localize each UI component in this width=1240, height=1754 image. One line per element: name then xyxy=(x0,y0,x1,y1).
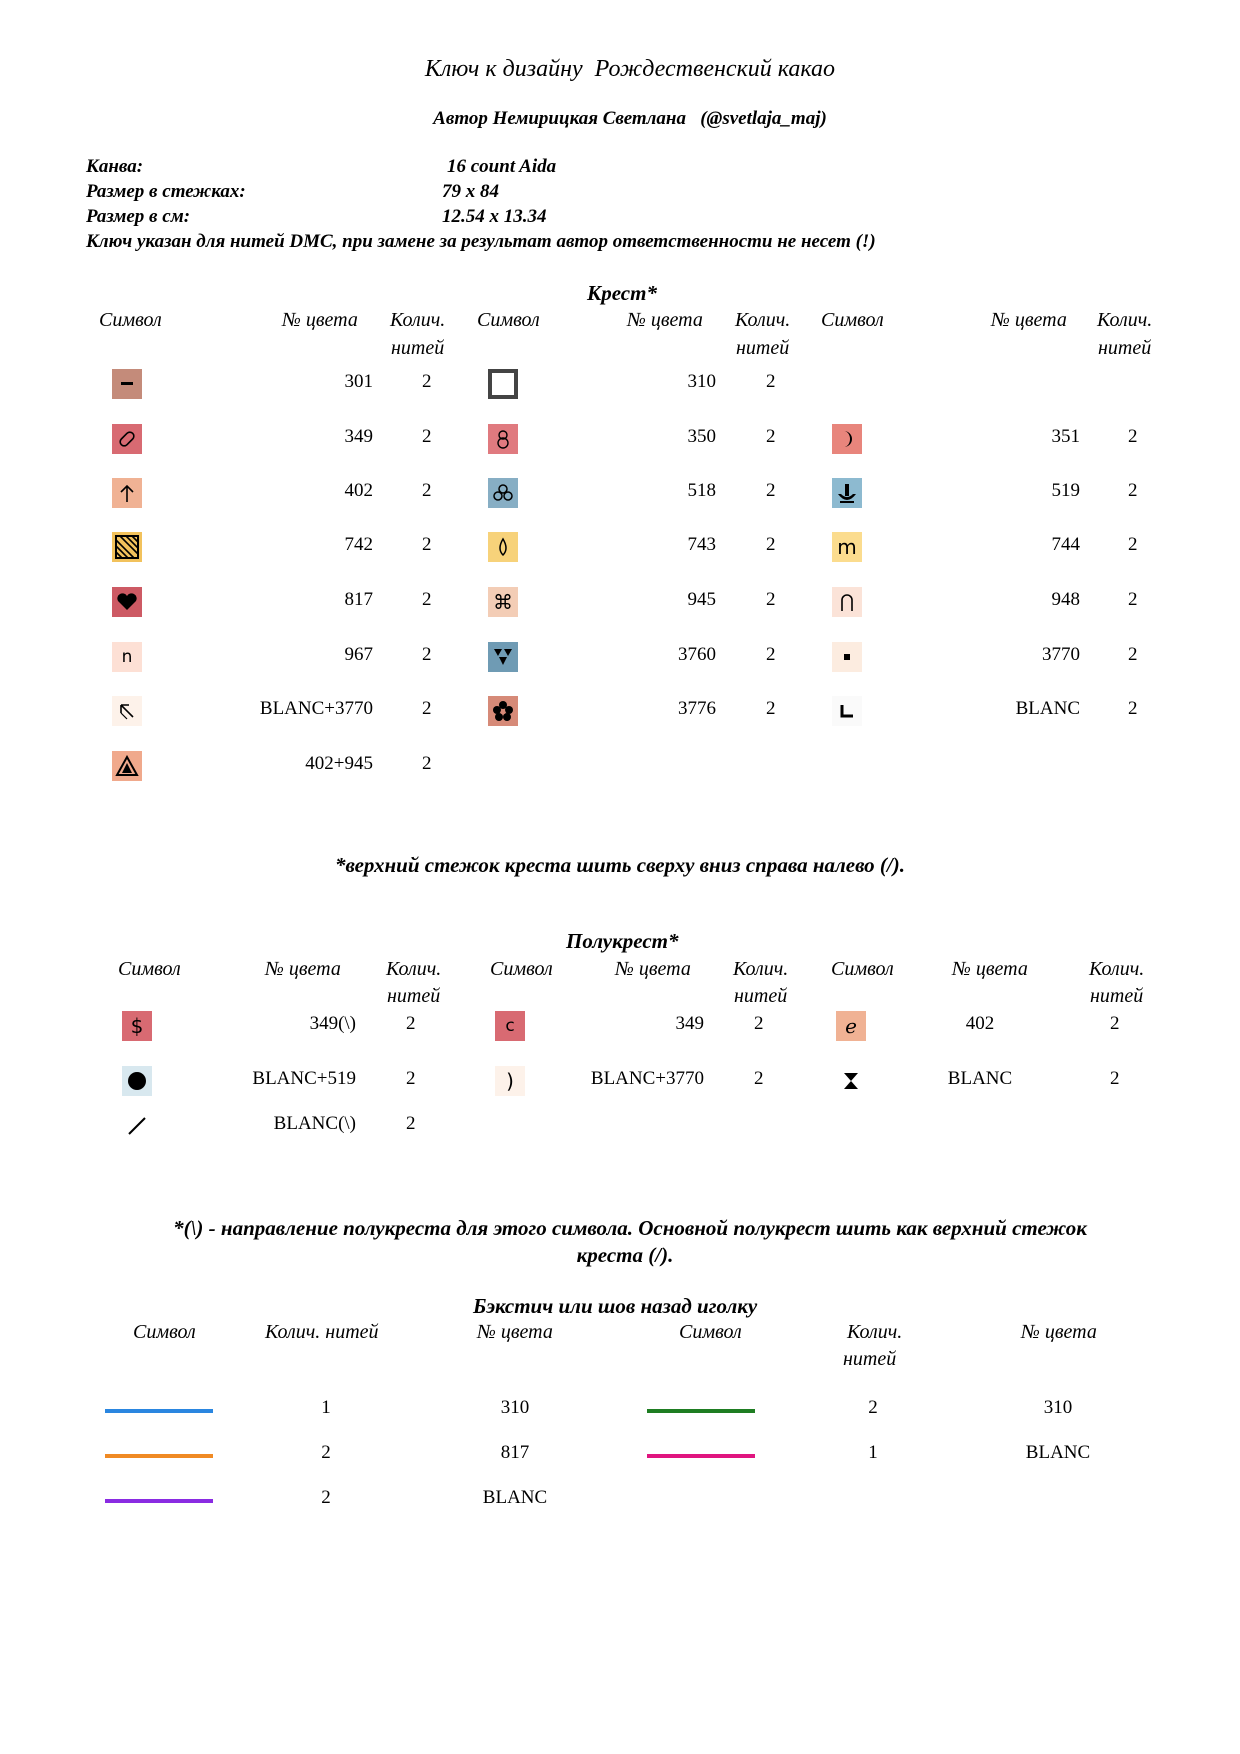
paren-icon: ) xyxy=(495,1066,525,1096)
triangles-icon xyxy=(488,642,518,672)
half-color-number: BLANC+519 xyxy=(252,1068,356,1089)
cross-color-number: 742 xyxy=(344,534,373,555)
half-header-count-1: Колич. xyxy=(386,958,442,980)
cross-color-number: 349 xyxy=(344,426,373,447)
backstitch-thread-count: 2 xyxy=(321,1487,331,1508)
cross-color-number: 948 xyxy=(1051,589,1080,610)
backstitch-thread-count: 1 xyxy=(868,1442,878,1463)
half-color-number: 402 xyxy=(965,1013,995,1034)
cross-thread-count: 2 xyxy=(1128,534,1138,555)
half-header-color-3: № цвета xyxy=(952,958,1028,980)
cross-thread-count: 2 xyxy=(422,534,432,555)
drop-icon xyxy=(488,532,518,562)
clover-icon xyxy=(488,478,518,508)
half-cross-note-line2: креста (/). xyxy=(576,1243,674,1267)
size-cm-label: Размер в см: xyxy=(86,206,191,227)
backstitch-section-title: Бэкстич или шов назад иголку xyxy=(473,1294,758,1318)
backstitch-color-number: BLANC xyxy=(1025,1442,1091,1463)
backstitch-color-number: 310 xyxy=(1043,1397,1073,1418)
cross-header-threads-2: нитей xyxy=(736,337,790,359)
size-stitches-value: 79 x 84 xyxy=(442,181,499,202)
cross-color-number: 743 xyxy=(687,534,716,555)
backstitch-thread-count: 2 xyxy=(868,1397,878,1418)
half-color-number: 349 xyxy=(675,1013,704,1034)
hatched-square-icon xyxy=(112,532,142,562)
cross-color-number: BLANC xyxy=(1015,698,1080,719)
cross-thread-count: 2 xyxy=(422,644,432,665)
half-color-number: BLANC+3770 xyxy=(590,1068,704,1089)
cross-thread-count: 2 xyxy=(422,426,432,447)
backstitch-header-count-2b: нитей xyxy=(843,1348,897,1370)
half-header-threads-2: нитей xyxy=(734,985,788,1007)
cross-header-symbol-1: Символ xyxy=(99,309,162,331)
cross-color-number: 967 xyxy=(344,644,373,665)
cross-header-count-3: Колич. xyxy=(1097,309,1153,331)
cross-thread-count: 2 xyxy=(766,480,776,501)
cross-thread-count: 2 xyxy=(766,644,776,665)
backstitch-header-count: Колич. нитей xyxy=(265,1321,379,1343)
page-title: Ключ к дизайну Рождественский какао xyxy=(424,56,836,82)
cross-thread-count: 2 xyxy=(766,698,776,719)
half-thread-count: 2 xyxy=(406,1013,416,1034)
backstitch-line-swatch xyxy=(105,1409,213,1413)
cross-header-symbol-3: Символ xyxy=(821,309,884,331)
cross-color-number: 744 xyxy=(1051,534,1080,555)
cross-thread-count: 2 xyxy=(1128,644,1138,665)
backstitch-header-symbol: Символ xyxy=(133,1321,196,1343)
half-color-number: BLANC(\) xyxy=(273,1113,356,1134)
cross-color-number: 3776 xyxy=(678,698,716,719)
figure-eight-icon xyxy=(488,424,518,454)
backstitch-header-color: № цвета xyxy=(477,1321,553,1343)
backstitch-header-symbol-2: Символ xyxy=(679,1321,742,1343)
slash-icon xyxy=(122,1111,152,1141)
half-header-threads-3: нитей xyxy=(1090,985,1144,1007)
cross-color-number: 402 xyxy=(344,480,373,501)
half-header-color-2: № цвета xyxy=(615,958,691,980)
cross-section-title: Крест* xyxy=(587,281,657,305)
cross-header-count-2: Колич. xyxy=(735,309,791,331)
half-thread-count: 2 xyxy=(754,1013,764,1034)
triangle-icon xyxy=(112,751,142,781)
arrow-diagonal-icon xyxy=(112,696,142,726)
cross-color-number: 310 xyxy=(687,371,716,392)
cross-thread-count: 2 xyxy=(766,426,776,447)
crescent-icon xyxy=(832,424,862,454)
cross-thread-count: 2 xyxy=(422,371,432,392)
backstitch-header-color-2: № цвета xyxy=(1021,1321,1097,1343)
backstitch-line-swatch xyxy=(647,1454,755,1458)
flower-icon xyxy=(488,696,518,726)
cross-header-threads-1: нитей xyxy=(391,337,445,359)
backstitch-header-count-2: Колич. xyxy=(847,1321,903,1343)
half-header-threads-1: нитей xyxy=(387,985,441,1007)
cross-color-number: 301 xyxy=(344,371,373,392)
backstitch-color-number: 817 xyxy=(500,1442,530,1463)
cross-thread-count: 2 xyxy=(766,534,776,555)
half-thread-count: 2 xyxy=(754,1068,764,1089)
author-line: Автор Немирицкая Светлана (@svetlaja_maj) xyxy=(433,108,827,129)
backstitch-line-swatch xyxy=(647,1409,755,1413)
cross-thread-count: 2 xyxy=(766,371,776,392)
size-stitches-label: Размер в стежках: xyxy=(86,181,246,202)
dot-icon xyxy=(832,642,862,672)
half-thread-count: 2 xyxy=(406,1068,416,1089)
backstitch-thread-count: 2 xyxy=(321,1442,331,1463)
half-header-symbol-2: Символ xyxy=(490,958,553,980)
corner-l-icon xyxy=(832,696,862,726)
disclaimer: Ключ указан для нитей DMC, при замене за результат автор ответственности не несет (!) xyxy=(86,231,876,252)
half-thread-count: 2 xyxy=(406,1113,416,1134)
backstitch-line-swatch xyxy=(105,1454,213,1458)
half-header-count-2: Колич. xyxy=(733,958,789,980)
cross-color-number: 518 xyxy=(687,480,716,501)
letter-n-icon: n xyxy=(112,642,142,672)
cross-thread-count: 2 xyxy=(1128,426,1138,447)
cross-color-number: 402+945 xyxy=(305,753,373,774)
command-icon: ⌘ xyxy=(488,587,518,617)
cross-color-number: 3770 xyxy=(1042,644,1080,665)
backstitch-color-number: BLANC xyxy=(482,1487,548,1508)
circle-icon xyxy=(122,1066,152,1096)
half-color-number: 349(\) xyxy=(309,1013,356,1034)
cross-thread-count: 2 xyxy=(422,698,432,719)
cross-color-number: BLANC+3770 xyxy=(259,698,373,719)
cross-thread-count: 2 xyxy=(422,480,432,501)
cross-color-number: 817 xyxy=(344,589,373,610)
cross-color-number: 350 xyxy=(687,426,716,447)
backstitch-line-swatch xyxy=(105,1499,213,1503)
cross-thread-count: 2 xyxy=(1128,480,1138,501)
cross-header-color-1: № цвета xyxy=(282,309,358,331)
canvas-label: Канва: xyxy=(86,156,144,177)
half-cross-note-line1: *(\) - направление полукреста для этого символа. Основной полукрест шить как верхний стежок xyxy=(173,1216,1087,1240)
half-thread-count: 2 xyxy=(1110,1068,1120,1089)
half-header-count-3: Колич. xyxy=(1089,958,1145,980)
half-header-symbol-1: Символ xyxy=(118,958,181,980)
half-color-number: BLANC xyxy=(947,1068,1013,1089)
cross-color-number: 519 xyxy=(1051,480,1080,501)
cross-color-number: 351 xyxy=(1051,426,1080,447)
letter-c-icon: c xyxy=(495,1011,525,1041)
cross-thread-count: 2 xyxy=(766,589,776,610)
cross-header-color-2: № цвета xyxy=(627,309,703,331)
cross-thread-count: 2 xyxy=(422,753,432,774)
half-cross-section-title: Полукрест* xyxy=(566,929,679,953)
cross-thread-count: 2 xyxy=(422,589,432,610)
pill-icon xyxy=(112,424,142,454)
cross-color-number: 945 xyxy=(687,589,716,610)
half-header-symbol-3: Символ xyxy=(831,958,894,980)
square-outline-icon xyxy=(488,369,518,399)
heart-icon xyxy=(112,587,142,617)
cross-header-count-1: Колич. xyxy=(390,309,446,331)
dollar-icon: $ xyxy=(122,1011,152,1041)
size-cm-value: 12.54 x 13.34 xyxy=(442,206,547,227)
arrow-up-icon xyxy=(112,478,142,508)
cross-thread-count: 2 xyxy=(1128,698,1138,719)
hourglass-icon xyxy=(836,1066,866,1096)
anchor-icon xyxy=(832,478,862,508)
backstitch-thread-count: 1 xyxy=(321,1397,331,1418)
letter-m-icon: m xyxy=(832,532,862,562)
backstitch-color-number: 310 xyxy=(500,1397,530,1418)
minus-icon xyxy=(112,369,142,399)
cross-thread-count: 2 xyxy=(1128,589,1138,610)
arch-icon xyxy=(832,587,862,617)
cross-header-symbol-2: Символ xyxy=(477,309,540,331)
half-thread-count: 2 xyxy=(1110,1013,1120,1034)
cross-note: *верхний стежок креста шить сверху вниз справа налево (/). xyxy=(334,853,906,877)
cross-header-color-3: № цвета xyxy=(991,309,1067,331)
canvas-value: 16 count Aida xyxy=(447,156,557,177)
half-header-color-1: № цвета xyxy=(265,958,341,980)
letter-e-icon: e xyxy=(836,1011,866,1041)
cross-color-number: 3760 xyxy=(678,644,716,665)
cross-header-threads-3: нитей xyxy=(1098,337,1152,359)
